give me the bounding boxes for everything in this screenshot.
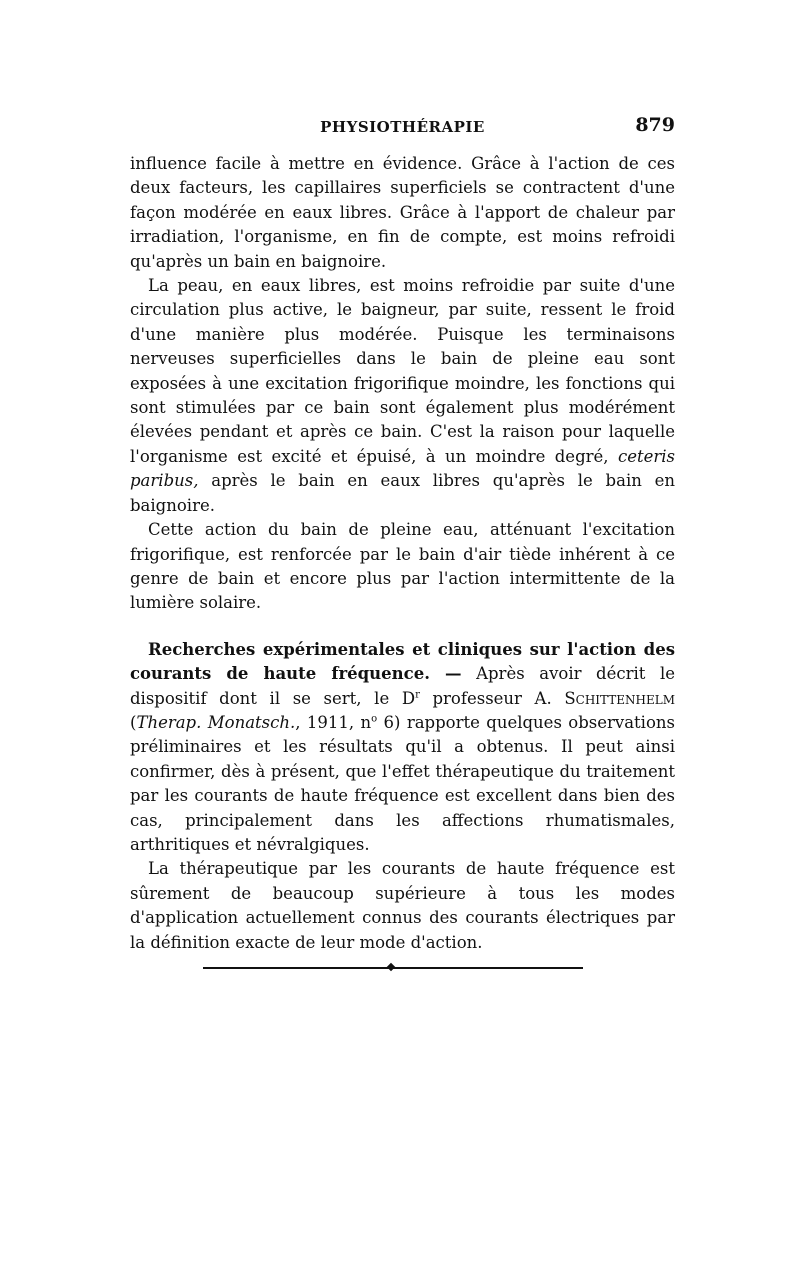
paragraph-5: La thérapeutique par les courants de haute fréquence est sûrement de beaucoup supérieure à tous les modes d'application actuellement connus des courants électriques par la définition exacte de leur mode d'action. bbox=[130, 859, 675, 952]
dr-superscript: r bbox=[415, 689, 420, 701]
number-superscript: o bbox=[371, 713, 378, 725]
paragraph-1: influence facile à mettre en évidence. Grâce à l'action de ces deux facteurs, les capillaires superficiels se contractent d'une façon modérée en eaux libres. Grâce à l'apport de chaleur par irradiation, l'organisme, en fin de compte, est moins refroidi qu'après un bain en baignoire. bbox=[130, 154, 675, 271]
diamond-ornament-icon bbox=[387, 963, 395, 971]
section-text-start: Après avoir décrit le dispositif dont il se sert, le D bbox=[130, 664, 676, 708]
end-ornament-rule bbox=[203, 965, 583, 971]
paragraph-3: Cette action du bain de pleine eau, atténuant l'excitation frigorifique, est renforcée par le bain d'air tiède inhérent à ce genre de bain et encore plus par l'action intermittente de la lumière solaire. bbox=[130, 520, 675, 613]
running-title: PHYSIOTHÉRAPIE bbox=[320, 118, 485, 136]
page-number: 879 bbox=[635, 114, 675, 136]
citation: , 1911, n bbox=[295, 712, 372, 732]
author-name: Schittenhelm bbox=[564, 688, 676, 708]
body-text bbox=[130, 152, 675, 955]
paragraph-2-text: La peau, en eaux libres, est moins refroidie par suite d'une circulation plus active, le baigneur, par suite, ressent le froid d'une manière plus modérée. Puisque les terminaisons nerveuses superficielles dans le bain de pleine eau sont exposées à une excitation frigorifique moindre, les fonctions qui sont stimulées par ce bain sont également plus modérément élevées pendant et après ce bain. C'est la raison pour laquelle l'organisme est excité et épuisé, à un moindre degré, bbox=[130, 276, 675, 466]
journal-name: Therap. Monatsch. bbox=[136, 712, 296, 732]
paragraph-2 bbox=[130, 274, 675, 518]
paragraph-2-end: après le bain en eaux libres qu'après le bain en baignoire. bbox=[130, 471, 676, 515]
section-text-prof: professeur A. bbox=[432, 688, 552, 708]
citation-end: 6) rapporte quelques observations préliminaires et les résultats qu'il a obtenus. Il peut ainsi confirmer, dès à présent, que l'effet thérapeutique du traitement par les courants de haute fréquence est excellent dans bien des cas, principalement dans les affections rhumatismales, arthritiques et névralgiques. bbox=[130, 712, 675, 854]
section-heading: Recherches expérimentales et cliniques sur l'action des courants de haute fréquence. — bbox=[130, 639, 675, 684]
paren-open: ( bbox=[130, 712, 137, 732]
paragraph-4 bbox=[130, 638, 675, 858]
ceteris-paribus: ceteris paribus, bbox=[130, 446, 675, 491]
page-header bbox=[130, 114, 675, 144]
